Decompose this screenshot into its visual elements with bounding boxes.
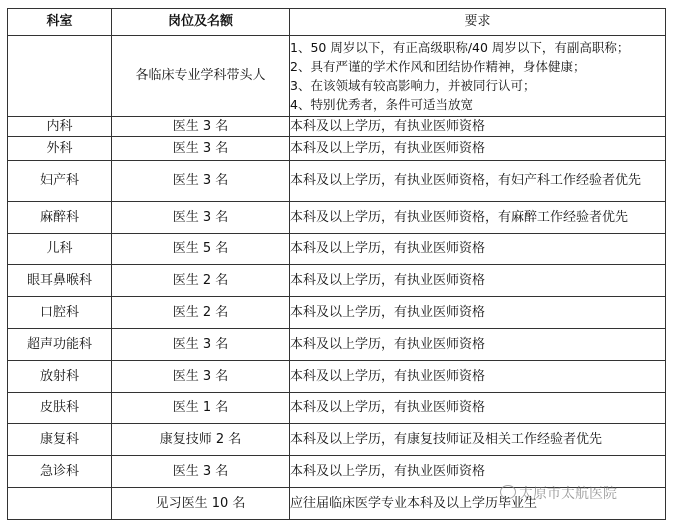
table-row — [8, 117, 666, 137]
dept-cell: 急诊科 — [8, 456, 112, 488]
requirement-cell: 本科及以上学历，有执业医师资格，有妇产科工作经验者优先 — [290, 161, 666, 202]
post-cell: 医生 3 名 — [112, 202, 290, 234]
intern-dept — [8, 488, 112, 520]
watermark-text: 太原市太航医院 — [519, 486, 617, 502]
dept-cell: 口腔科 — [8, 297, 112, 329]
dept-cell: 放射科 — [8, 361, 112, 393]
requirement-cell: 本科及以上学历，有执业医师资格 — [290, 297, 666, 329]
table-row — [8, 202, 666, 234]
dept-cell: 内科 — [8, 117, 112, 137]
dept-cell: 超声功能科 — [8, 329, 112, 361]
table-row — [8, 361, 666, 393]
requirement-line: 3、在该领域有较高影响力，并被同行认可； — [290, 78, 536, 93]
wechat-icon — [500, 485, 516, 499]
post-cell: 医生 3 名 — [112, 161, 290, 202]
dept-cell: 皮肤科 — [8, 393, 112, 424]
post-cell: 医生 3 名 — [112, 329, 290, 361]
dept-cell: 康复科 — [8, 424, 112, 456]
header-post: 岗位及名额 — [112, 9, 290, 36]
post-cell: 康复技师 2 名 — [112, 424, 290, 456]
leader-post: 各临床专业学科带头人 — [112, 36, 290, 117]
table-row — [8, 297, 666, 329]
dept-cell: 妇产科 — [8, 161, 112, 202]
requirement-cell: 本科及以上学历，有执业医师资格 — [290, 329, 666, 361]
requirement-cell: 本科及以上学历，有执业医师资格 — [290, 234, 666, 265]
leader-row — [8, 36, 666, 117]
dept-cell: 儿科 — [8, 234, 112, 265]
post-cell: 医生 3 名 — [112, 137, 290, 161]
header-requirement: 要求 — [290, 9, 666, 36]
requirement-line: 4、特别优秀者，条件可适当放宽 — [290, 97, 473, 112]
header-dept: 科室 — [8, 9, 112, 36]
table-row — [8, 234, 666, 265]
post-cell: 医生 3 名 — [112, 361, 290, 393]
requirement-cell: 本科及以上学历，有执业医师资格 — [290, 137, 666, 161]
requirement-cell: 本科及以上学历，有执业医师资格 — [290, 456, 666, 488]
intern-requirement: 应往届临床医学专业本科及以上学历毕业生 — [290, 488, 666, 520]
requirement-cell: 本科及以上学历，有执业医师资格 — [290, 393, 666, 424]
dept-cell: 眼耳鼻喉科 — [8, 265, 112, 297]
table-row — [8, 161, 666, 202]
dept-cell: 外科 — [8, 137, 112, 161]
header-row — [8, 9, 666, 36]
post-cell: 医生 1 名 — [112, 393, 290, 424]
requirement-cell: 本科及以上学历，有执业医师资格，有麻醉工作经验者优先 — [290, 202, 666, 234]
requirement-cell: 本科及以上学历，有执业医师资格 — [290, 265, 666, 297]
post-cell: 医生 2 名 — [112, 297, 290, 329]
post-cell: 医生 5 名 — [112, 234, 290, 265]
table-row — [8, 137, 666, 161]
post-cell: 医生 3 名 — [112, 117, 290, 137]
requirement-cell: 本科及以上学历，有康复技师证及相关工作经验者优先 — [290, 424, 666, 456]
requirement-line: 1、50 周岁以下，有正高级职称/40 周岁以下，有副高职称； — [290, 40, 630, 55]
post-cell: 医生 3 名 — [112, 456, 290, 488]
recruitment-table — [7, 8, 666, 520]
requirement-cell: 本科及以上学历，有执业医师资格 — [290, 361, 666, 393]
table-row — [8, 424, 666, 456]
table-row — [8, 329, 666, 361]
intern-post: 见习医生 10 名 — [112, 488, 290, 520]
table-row — [8, 393, 666, 424]
post-cell: 医生 2 名 — [112, 265, 290, 297]
leader-dept — [8, 36, 112, 117]
watermark — [500, 483, 617, 503]
requirement-cell: 本科及以上学历，有执业医师资格 — [290, 117, 666, 137]
table-row — [8, 265, 666, 297]
leader-requirements — [290, 36, 666, 117]
requirement-line: 2、具有严谨的学术作风和团结协作精神，身体健康； — [290, 59, 586, 74]
dept-cell: 麻醉科 — [8, 202, 112, 234]
